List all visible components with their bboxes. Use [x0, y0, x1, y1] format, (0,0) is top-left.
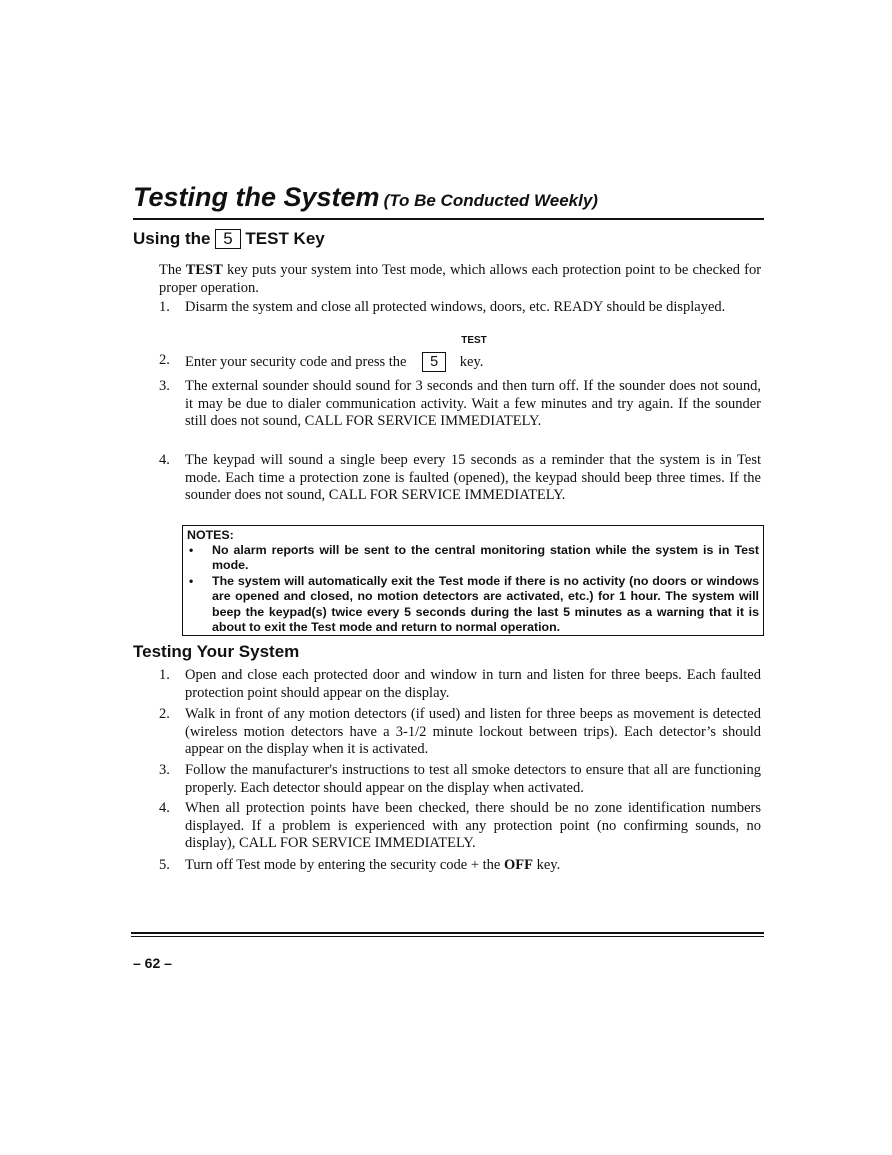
- footer-rule: [131, 932, 764, 934]
- step-text: Walk in front of any motion detectors (if used) and listen for three beeps as movement is detected (wireless motion detectors have a 3-1/2 minute lockout between trips). Each detector’s should appear on the display when it is activated.: [185, 706, 761, 758]
- step-number: 2.: [159, 706, 170, 722]
- list-item: [159, 352, 761, 372]
- list-item: [159, 299, 761, 317]
- key-5-icon: 5: [215, 229, 240, 249]
- step-number: 4.: [159, 452, 170, 468]
- step-text-bold-off: OFF: [504, 857, 533, 873]
- step-text: Follow the manufacturer's instructions to test all smoke detectors to ensure that all are functioning properly. Each detector should appear on the display when activated.: [185, 762, 761, 796]
- step-number: 2.: [159, 352, 170, 368]
- list-item: [159, 706, 761, 759]
- step-text: [185, 857, 761, 875]
- page-number: – 62 –: [133, 955, 172, 971]
- test-key-caption: TEST: [461, 335, 487, 346]
- bullet-icon: •: [189, 574, 194, 588]
- step-number: 3.: [159, 762, 170, 778]
- step-text: The keypad will sound a single beep every 15 seconds as a reminder that the system is in Test mode. Each time a protection zone is faulted (opened), the keypad should beep three times. If the sounder does not sound, CALL FOR SERVICE IMMEDIATELY.: [185, 452, 761, 504]
- step-number: 3.: [159, 378, 170, 394]
- list-item: [159, 762, 761, 797]
- note-item: [187, 543, 759, 574]
- note-text: No alarm reports will be sent to the central monitoring station while the system is in Test mode.: [212, 543, 759, 573]
- list-item: [159, 452, 761, 505]
- intro-pre: The: [159, 262, 182, 278]
- notes-title: NOTES:: [187, 528, 234, 542]
- step-text-pre: Enter your security code and press the: [185, 354, 407, 370]
- intro-paragraph: [159, 261, 761, 297]
- step-text-pre: Turn off Test mode by entering the security code + the: [185, 857, 501, 873]
- step-text: Disarm the system and close all protected windows, doors, etc. READY should be displayed.: [185, 299, 726, 315]
- heading-text-pre: Using the: [133, 229, 211, 248]
- note-text: The system will automatically exit the Test mode if there is no activity (no doors or windows are opened and closed, no motion detectors are activated, etc.) for 1 hour. The system will beep the keypad(s) twice every 5 seconds during the last 5 minutes as a warning that it is about to exit the Test mode and return to normal operation.: [212, 574, 759, 634]
- note-item: [187, 574, 759, 635]
- intro-bold-test: TEST: [185, 262, 223, 278]
- list-item: [159, 667, 761, 702]
- section-heading-test-key: [133, 229, 325, 249]
- key-5-icon: 5: [422, 352, 446, 372]
- bullet-icon: •: [189, 543, 194, 557]
- intro-rest: key puts your system into Test mode, which allows each protection point to be checked for proper operation.: [159, 262, 762, 296]
- page-subtitle: (To Be Conducted Weekly): [383, 191, 598, 210]
- step-number: 4.: [159, 800, 170, 816]
- list-item: [159, 378, 761, 431]
- list-item: [159, 800, 761, 853]
- step-text: Open and close each protected door and window in turn and listen for three beeps. Each faulted protection point should appear on the display.: [185, 667, 761, 701]
- heading-text-post: TEST Key: [245, 229, 325, 248]
- step-number: 5.: [159, 857, 170, 873]
- step-text-post: key.: [459, 354, 484, 370]
- step-text-post: key.: [536, 857, 561, 873]
- footer-rule: [131, 936, 764, 937]
- step-text: The external sounder should sound for 3 seconds and then turn off. If the sounder does not sound, it may be due to dialer communication activity. Wait a few minutes and try again. If the sounder still does not sound, CALL FOR SERVICE IMMEDIATELY.: [185, 378, 761, 430]
- step-text: When all protection points have been checked, there should be no zone identification numbers displayed. If a problem is experienced with any protection point (no confirming sounds, no display), CALL FOR SERVICE IMMEDIATELY.: [185, 800, 761, 852]
- page-title: Testing the System: [133, 182, 380, 212]
- step-number: 1.: [159, 667, 170, 683]
- step-number: 1.: [159, 299, 170, 315]
- page-title-block: [133, 182, 764, 220]
- step-text: [185, 352, 761, 372]
- notes-box: [182, 525, 764, 636]
- section-heading-testing-your-system: Testing Your System: [133, 642, 300, 661]
- list-item: [159, 857, 761, 875]
